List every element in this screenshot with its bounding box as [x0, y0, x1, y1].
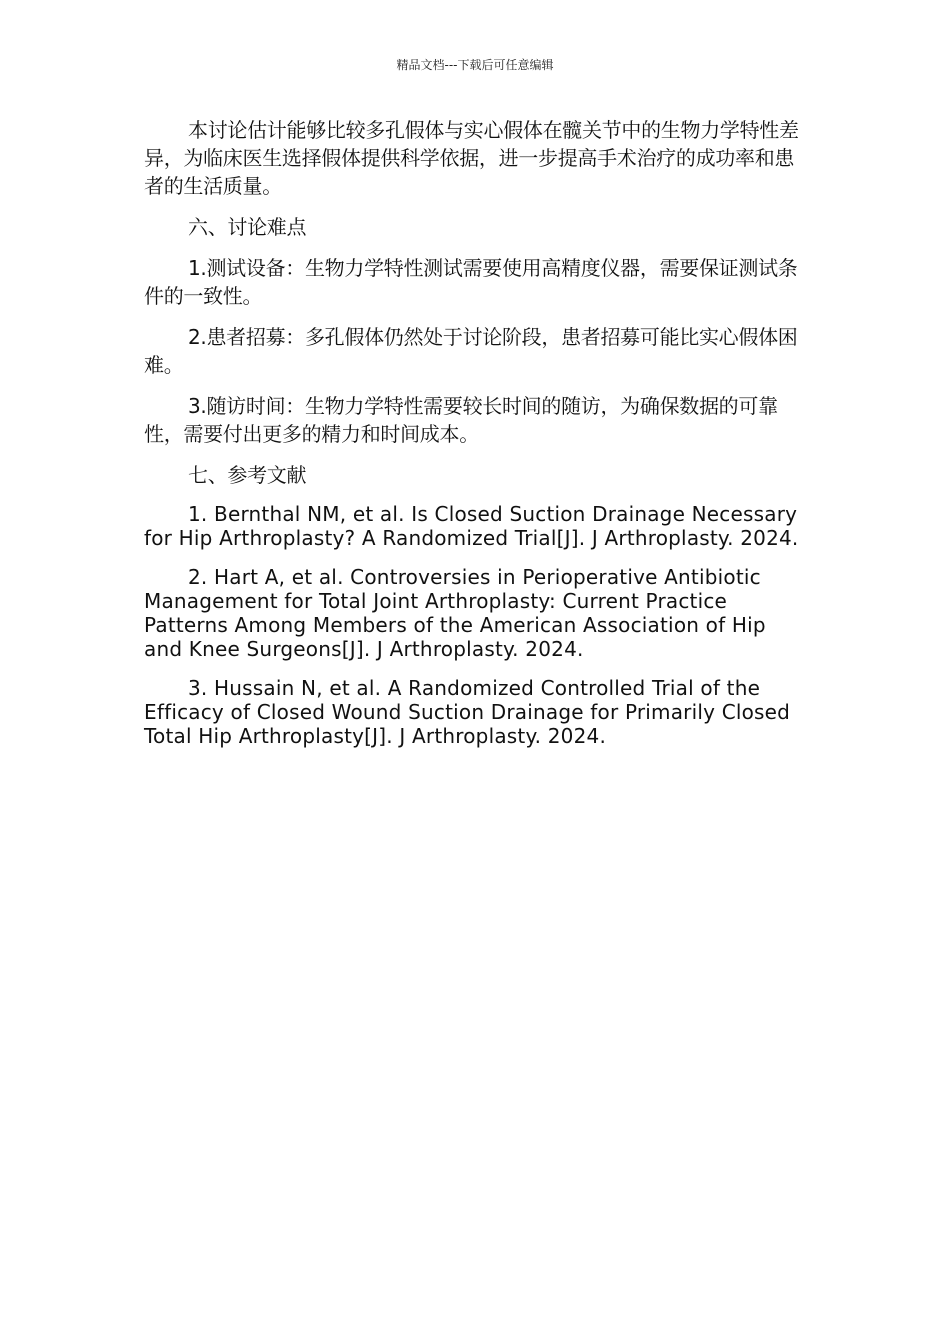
reference-item: 3. Hussain N, et al. A Randomized Controlled Trial of the Efficacy of Closed Wound Suction Drainage for Primarily Closed Total Hip Arthroplasty[J]. J Arthroplasty. 2024.: [144, 676, 791, 748]
difficulty-item-recruitment: 2.患者招募：多孔假体仍然处于讨论阶段，患者招募可能比实心假体困难。: [144, 325, 798, 377]
page-header: 精品文档---下载后可任意编辑: [396, 58, 554, 72]
reference-item: 2. Hart A, et al. Controversies in Perioperative Antibiotic Management for Total Joint Arthroplasty: Current Practice Patterns Among Members of the American Association of Hip and Knee Surgeons[J]. J Arthroplasty. 2024.: [144, 565, 766, 661]
intro-paragraph: 本讨论估计能够比较多孔假体与实心假体在髋关节中的生物力学特性差异，为临床医生选择假体提供科学依据，进一步提高手术治疗的成功率和患者的生活质量。: [144, 118, 799, 198]
section-heading-difficulties: 六、讨论难点: [188, 215, 307, 239]
difficulty-item-equipment: 1.测试设备：生物力学特性测试需要使用高精度仪器，需要保证测试条件的一致性。: [144, 256, 798, 308]
section-heading-references: 七、参考文献: [188, 463, 307, 487]
difficulty-item-followup: 3.随访时间：生物力学特性需要较长时间的随访，为确保数据的可靠性，需要付出更多的精力和时间成本。: [144, 394, 778, 446]
document-body: [144, 116, 810, 763]
reference-item: 1. Bernthal NM, et al. Is Closed Suction Drainage Necessary for Hip Arthroplasty? A Randomized Trial[J]. J Arthroplasty. 2024.: [144, 502, 799, 550]
